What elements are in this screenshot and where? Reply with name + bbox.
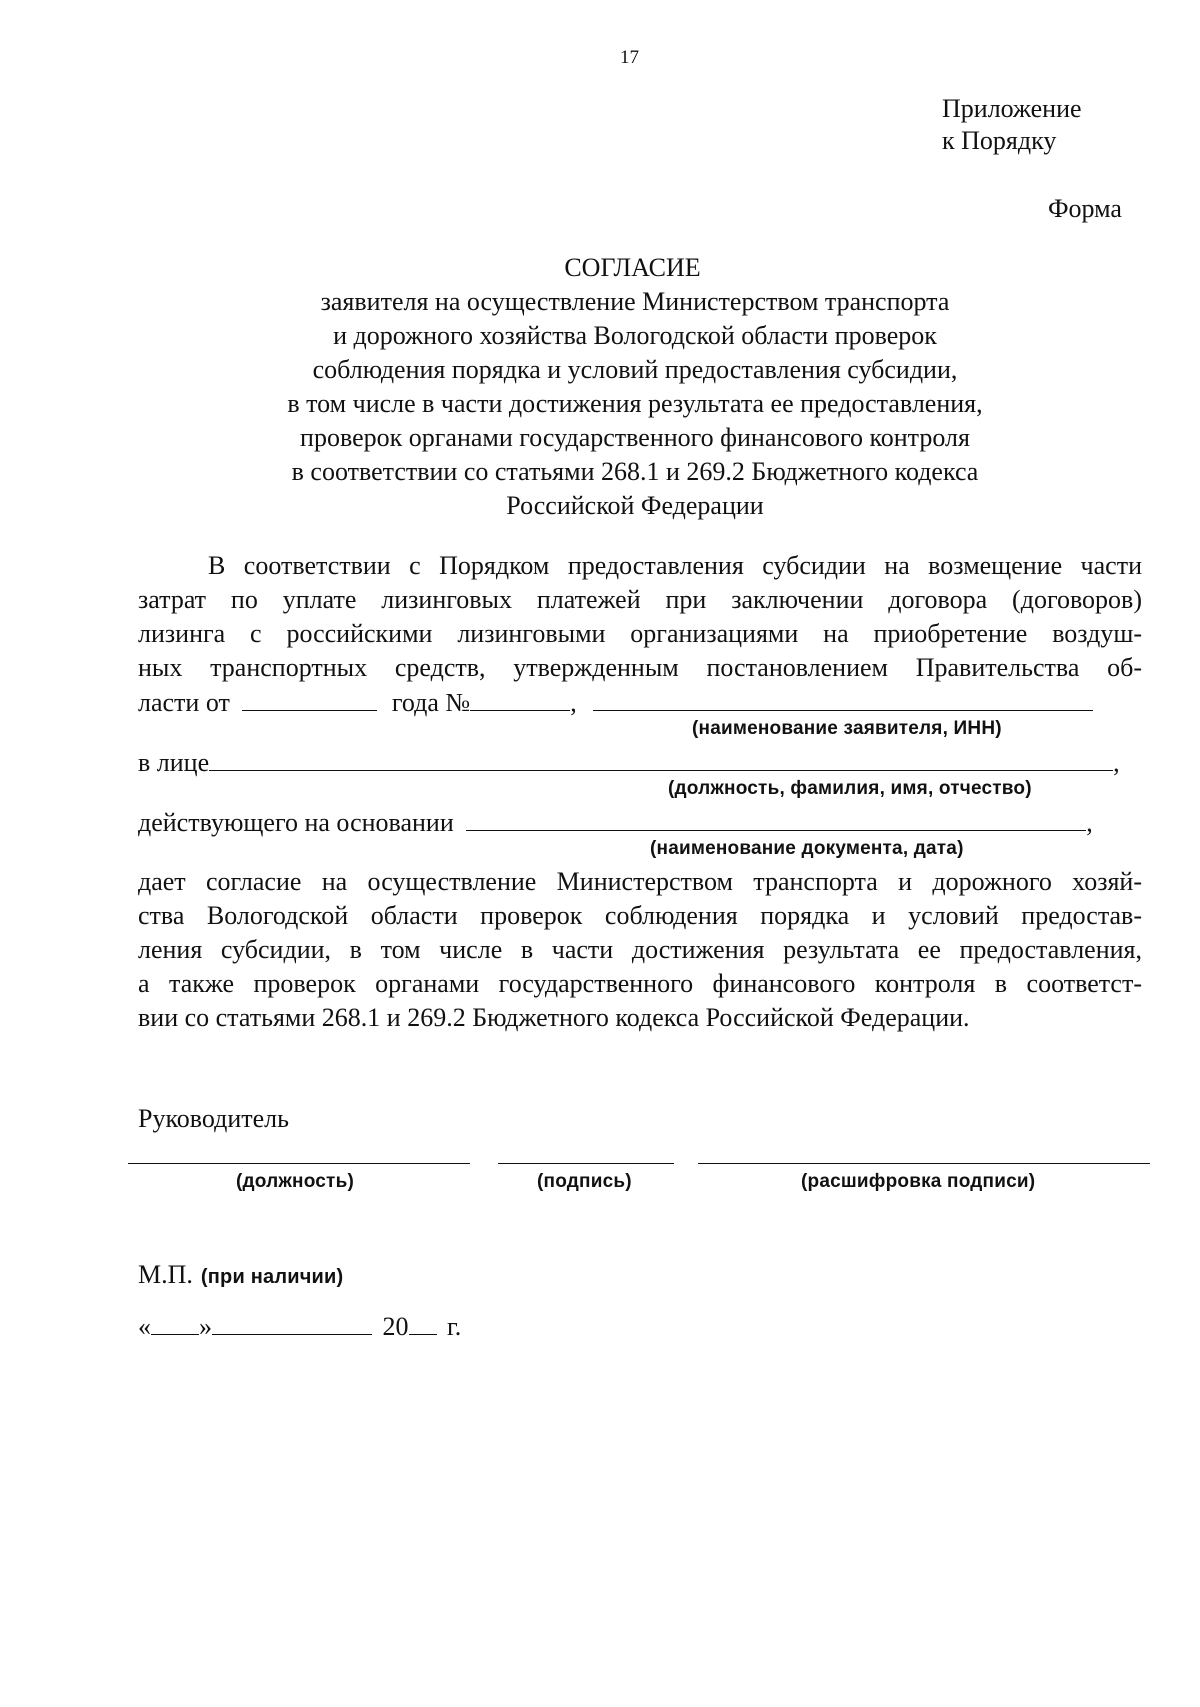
stamp-line	[138, 1259, 343, 1291]
document-title: СОГЛАСИЕ	[564, 253, 701, 282]
caption-document: (наименование документа, дата)	[650, 838, 964, 859]
consent-line-3: ления субсидии, в том числе в части достижения результата ее предоставления,	[138, 935, 1142, 964]
date-blank-field[interactable]	[242, 686, 377, 711]
date-line	[138, 1310, 461, 1343]
caption-applicant: (наименование заявителя, ИНН)	[692, 718, 1002, 739]
consent-line-5: вии со статьями 268.1 и 269.2 Бюджетного кодекса Российской Федерации.	[138, 1003, 970, 1032]
date-year-suffix: г.	[447, 1312, 462, 1341]
date-year-prefix: 20	[382, 1312, 409, 1341]
consent-line-4: а также проверок органами государственного финансового контроля в соответст-	[138, 969, 1142, 998]
title-line-7: Российской Федерации	[506, 491, 764, 520]
title-line-6: в соответствии со статьями 268.1 и 269.2 Бюджетного кодекса	[291, 457, 979, 486]
paragraph-line-2: затрат по уплате лизинговых платежей при заключении договора (договоров)	[138, 585, 1142, 614]
paragraph-line-3: лизинга с российскими лизинговыми организациями на приобретение воздуш-	[138, 619, 1142, 648]
date-year-field[interactable]	[409, 1310, 437, 1335]
stamp-if-available: (при наличии)	[200, 1266, 344, 1288]
caption-person: (должность, фамилия, имя, отчество)	[668, 778, 1032, 799]
paragraph-line-5	[138, 686, 1093, 719]
paragraph-line-1: В соответствии с Порядком предоставления субсидии на возмещение части	[208, 551, 1142, 580]
person-field[interactable]	[209, 746, 1113, 771]
acting-basis-label: действующего на основании	[138, 808, 454, 837]
caption-decoding: (расшифровка подписи)	[801, 1171, 1036, 1192]
signature-decoding-field[interactable]	[698, 1163, 1150, 1164]
appendix-line-2: к Порядку	[942, 126, 1057, 155]
in-person-label: в лице	[138, 748, 210, 777]
acting-basis-comma: ,	[1086, 808, 1093, 837]
line5-text-a: ласти от	[138, 688, 230, 717]
title-line-3: соблюдения порядка и условий предоставления субсидии,	[312, 355, 958, 384]
page-number: 17	[620, 47, 639, 68]
date-open-quote: «	[138, 1312, 151, 1341]
caption-signature: (подпись)	[537, 1171, 632, 1192]
title-line-5: проверок органами государственного финансового контроля	[300, 423, 970, 452]
consent-line-1: дает согласие на осуществление Министерством транспорта и дорожного хозяй-	[138, 867, 1142, 896]
stamp-mp: М.П.	[138, 1260, 193, 1289]
paragraph-line-4: ных транспортных средств, утвержденным постановлением Правительства об-	[138, 653, 1142, 682]
appendix-line-1: Приложение	[942, 94, 1082, 123]
acting-basis-line	[138, 806, 1093, 839]
resolution-number-field[interactable]	[470, 686, 570, 711]
date-day-field[interactable]	[151, 1310, 199, 1335]
position-field[interactable]	[128, 1163, 470, 1164]
line5-comma: ,	[570, 688, 577, 717]
applicant-name-field[interactable]	[593, 686, 1093, 711]
title-line-4: в том числе в части достижения результата ее предоставления,	[287, 389, 983, 418]
form-label: Форма	[1048, 194, 1122, 223]
caption-position: (должность)	[236, 1171, 354, 1192]
consent-line-2: ства Вологодской области проверок соблюдения порядка и условий предостав-	[138, 901, 1142, 930]
in-person-line	[138, 746, 1120, 779]
line5-text-b: года №	[391, 688, 471, 717]
date-month-field[interactable]	[212, 1310, 372, 1335]
title-line-1: заявителя на осуществление Министерством транспорта	[320, 287, 950, 316]
in-person-comma: ,	[1113, 748, 1120, 777]
date-close-quote: »	[199, 1312, 212, 1341]
title-line-2: и дорожного хозяйства Вологодской области проверок	[333, 321, 937, 350]
head-label: Руководитель	[138, 1104, 289, 1133]
signature-field[interactable]	[498, 1163, 674, 1164]
basis-document-field[interactable]	[466, 806, 1086, 831]
